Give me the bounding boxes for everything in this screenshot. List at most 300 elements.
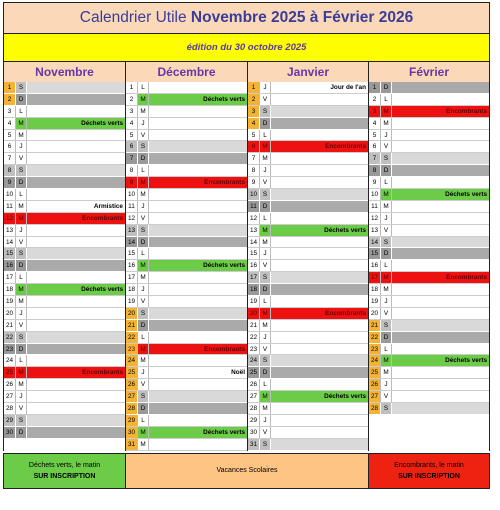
day-event: [26, 379, 125, 390]
weekday-letter: J: [137, 284, 148, 295]
day-number: 17: [5, 274, 14, 282]
day-row: [4, 355, 125, 367]
weekday-letter: M: [137, 106, 148, 117]
day-number: 1: [369, 82, 380, 93]
day-number: 10: [5, 191, 14, 199]
day-event: [270, 296, 368, 307]
day-number: 8: [369, 165, 380, 176]
day-event: Encombrants: [270, 308, 368, 319]
weekday-letter: V: [380, 391, 391, 402]
day-event: [270, 153, 368, 164]
weekday-letter: V: [259, 344, 270, 355]
weekday-letter: L: [137, 332, 148, 343]
weekday-letter: L: [137, 82, 148, 93]
day-event: [26, 130, 125, 141]
weekday-letter: M: [137, 439, 148, 450]
day-number: 13: [370, 226, 379, 234]
weekday-letter: M: [15, 379, 26, 390]
day-number: 29: [249, 416, 258, 424]
day-number: 18: [5, 286, 14, 294]
day-event: [270, 344, 368, 355]
day-row: [248, 213, 368, 225]
day-event: [391, 284, 489, 295]
day-row: [369, 237, 489, 249]
weekday-letter: S: [259, 189, 270, 200]
weekday-letter: L: [137, 415, 148, 426]
weekday-letter: L: [259, 379, 270, 390]
day-number: 19: [249, 298, 258, 306]
weekday-letter: L: [259, 213, 270, 224]
weekday-letter: M: [380, 118, 391, 129]
day-event: [270, 165, 368, 176]
weekday-letter: L: [15, 355, 26, 366]
day-event: [26, 415, 125, 426]
day-event: [26, 165, 125, 176]
weekday-letter: V: [137, 296, 148, 307]
day-number: 20: [370, 309, 379, 317]
day-row: [126, 379, 247, 391]
day-event: [148, 284, 247, 295]
day-event: [391, 177, 489, 188]
month-header-novembre: Novembre: [4, 62, 126, 82]
day-number: 5: [372, 131, 377, 139]
day-row: [248, 94, 368, 106]
weekday-letter: D: [259, 284, 270, 295]
day-row: [126, 118, 247, 130]
day-number: 27: [5, 393, 14, 401]
day-row: [369, 130, 489, 142]
day-event: [270, 248, 368, 259]
weekday-letter: S: [15, 165, 26, 176]
weekday-letter: V: [137, 130, 148, 141]
weekday-letter: S: [380, 403, 391, 414]
day-event: [26, 260, 125, 271]
weekday-letter: V: [259, 260, 270, 271]
day-number: 31: [127, 440, 136, 448]
day-event: [148, 225, 247, 236]
day-number: 13: [249, 226, 258, 234]
day-row: [369, 189, 489, 201]
day-number: 30: [127, 428, 136, 436]
day-number: 17: [249, 274, 258, 282]
day-row: [126, 153, 247, 165]
day-event: Déchets verts: [270, 225, 368, 236]
day-row: [369, 367, 489, 379]
day-row: [248, 106, 368, 118]
day-row: [4, 225, 125, 237]
day-row: [248, 260, 368, 272]
weekday-letter: M: [259, 403, 270, 414]
weekday-letter: S: [259, 106, 270, 117]
day-event: [270, 177, 368, 188]
day-row: [248, 344, 368, 356]
day-row: [369, 391, 489, 403]
weekday-letter: L: [15, 189, 26, 200]
weekday-letter: V: [15, 403, 26, 414]
day-row: [126, 367, 247, 379]
day-row: [126, 260, 247, 272]
weekday-letter: M: [259, 308, 270, 319]
day-row: [369, 213, 489, 225]
day-number: 4: [372, 119, 377, 127]
day-number: 19: [5, 298, 14, 306]
day-event: [148, 355, 247, 366]
weekday-letter: D: [259, 201, 270, 212]
weekday-letter: J: [15, 391, 26, 402]
weekday-letter: M: [137, 344, 148, 355]
weekday-letter: M: [15, 284, 26, 295]
weekday-letter: L: [15, 272, 26, 283]
day-event: [148, 439, 247, 450]
weekday-letter: M: [259, 391, 270, 402]
month-column: [369, 82, 489, 451]
weekday-letter: S: [15, 82, 26, 93]
day-event: [26, 391, 125, 402]
day-row: [248, 201, 368, 213]
day-number: 30: [5, 428, 14, 436]
day-row: [126, 332, 247, 344]
day-row: [4, 296, 125, 308]
day-event: [391, 260, 489, 271]
day-number: 7: [7, 155, 12, 163]
weekday-letter: V: [137, 379, 148, 390]
day-event: Déchets verts: [26, 118, 125, 129]
day-row: [126, 320, 247, 332]
weekday-letter: J: [380, 130, 391, 141]
day-number: 13: [5, 226, 14, 234]
day-row: [4, 344, 125, 356]
day-number: 16: [249, 262, 258, 270]
day-event: Encombrants: [26, 213, 125, 224]
day-event: [26, 320, 125, 331]
day-number: 23: [249, 345, 258, 353]
day-event: [270, 106, 368, 117]
day-number: 28: [5, 405, 14, 413]
legend-encombrants: Encombrants, le matin SUR INSCRIPTION: [369, 454, 489, 488]
weekday-letter: L: [137, 165, 148, 176]
weekday-letter: M: [15, 130, 26, 141]
day-row: [126, 189, 247, 201]
weekday-letter: M: [380, 284, 391, 295]
day-event: Déchets verts: [148, 427, 247, 438]
day-number: 3: [248, 106, 259, 117]
day-event: [391, 118, 489, 129]
weekday-letter: D: [137, 153, 148, 164]
day-row: [369, 332, 489, 344]
day-row: [4, 284, 125, 296]
day-event: Encombrants: [148, 344, 247, 355]
day-row: [248, 415, 368, 427]
day-number: 10: [249, 191, 258, 199]
month-column: [4, 82, 126, 451]
day-event: [26, 344, 125, 355]
day-number: 26: [5, 381, 14, 389]
day-event: Encombrants: [148, 177, 247, 188]
weekday-letter: J: [259, 415, 270, 426]
weekday-letter: D: [380, 332, 391, 343]
day-number: 28: [127, 405, 136, 413]
day-row: [126, 237, 247, 249]
day-number: 11: [248, 201, 259, 212]
legend-dechets-verts: Déchets verts, le matin SUR INSCRIPTION: [4, 454, 126, 488]
day-row: [126, 106, 247, 118]
day-event: Jour de l'an: [270, 82, 368, 93]
weekday-letter: S: [259, 355, 270, 366]
day-row: [248, 427, 368, 439]
day-number: 5: [129, 131, 134, 139]
day-number: 1: [248, 82, 259, 93]
day-event: [26, 189, 125, 200]
day-number: 20: [127, 309, 136, 317]
day-event: [391, 344, 489, 355]
weekday-letter: S: [137, 308, 148, 319]
month-header-fevrier: Février: [369, 62, 489, 82]
day-event: [26, 82, 125, 93]
day-event: [148, 118, 247, 129]
day-event: [26, 153, 125, 164]
day-row: [4, 82, 125, 94]
day-number: 27: [370, 393, 379, 401]
day-row: [126, 130, 247, 142]
day-row: [248, 391, 368, 403]
day-number: 14: [5, 238, 14, 246]
day-row: [4, 427, 125, 439]
day-row: [4, 260, 125, 272]
day-row: [248, 118, 368, 130]
weekday-letter: M: [259, 225, 270, 236]
day-row: [126, 213, 247, 225]
month-headers: [3, 62, 490, 82]
weekday-letter: M: [137, 272, 148, 283]
day-event: [391, 367, 489, 378]
day-event: Déchets verts: [391, 355, 489, 366]
day-event: [26, 272, 125, 283]
day-number: 18: [249, 286, 258, 294]
day-event: [270, 130, 368, 141]
day-row: [369, 82, 489, 94]
day-row: [248, 296, 368, 308]
day-row: [126, 391, 247, 403]
day-row: [369, 94, 489, 106]
day-number: 24: [370, 357, 379, 365]
weekday-letter: M: [15, 367, 26, 378]
day-number: 4: [248, 118, 259, 129]
day-event: [270, 118, 368, 129]
weekday-letter: D: [15, 94, 26, 105]
weekday-letter: L: [380, 260, 391, 271]
day-number: 16: [127, 262, 136, 270]
day-number: 14: [127, 238, 136, 246]
day-row: [4, 94, 125, 106]
day-row: [126, 415, 247, 427]
day-event: Encombrants: [270, 141, 368, 152]
day-row: [248, 284, 368, 296]
day-number: 24: [127, 357, 136, 365]
page-title: Calendrier Utile Novembre 2025 à Février 2026: [3, 2, 490, 34]
day-number: 12: [5, 214, 14, 222]
weekday-letter: S: [137, 141, 148, 152]
day-event: [148, 248, 247, 259]
day-row: [369, 165, 489, 177]
day-event: [148, 308, 247, 319]
day-event: Encombrants: [26, 367, 125, 378]
weekday-letter: D: [137, 237, 148, 248]
day-number: 19: [127, 298, 136, 306]
weekday-letter: M: [259, 153, 270, 164]
day-number: 26: [127, 381, 136, 389]
day-number: 27: [127, 393, 136, 401]
day-row: [4, 130, 125, 142]
weekday-letter: J: [137, 118, 148, 129]
month-column: [126, 82, 248, 451]
day-row: [126, 308, 247, 320]
day-event: Déchets verts: [270, 391, 368, 402]
day-number: 16: [370, 262, 379, 270]
day-row: [248, 189, 368, 201]
day-row: [126, 141, 247, 153]
day-number: 6: [248, 141, 259, 152]
day-event: [391, 130, 489, 141]
day-event: [148, 82, 247, 93]
day-event: Déchets verts: [26, 284, 125, 295]
day-number: 2: [248, 94, 259, 105]
weekday-letter: M: [137, 94, 148, 105]
day-row: [4, 308, 125, 320]
day-number: 25: [249, 369, 258, 377]
day-event: [270, 427, 368, 438]
day-row: [4, 118, 125, 130]
day-number: 12: [127, 214, 136, 222]
day-row: [248, 141, 368, 153]
day-event: [148, 141, 247, 152]
day-event: [26, 308, 125, 319]
day-row: [126, 82, 247, 94]
weekday-letter: V: [380, 141, 391, 152]
weekday-letter: D: [15, 344, 26, 355]
day-number: 12: [249, 214, 258, 222]
weekday-letter: L: [15, 106, 26, 117]
weekday-letter: L: [259, 130, 270, 141]
day-number: 11: [6, 202, 13, 210]
weekday-letter: M: [380, 106, 391, 117]
day-number: 20: [249, 309, 258, 317]
weekday-letter: V: [259, 177, 270, 188]
day-event: Déchets verts: [148, 260, 247, 271]
day-row: [126, 201, 247, 213]
day-number: 4: [129, 119, 134, 127]
day-event: Armistice: [26, 201, 125, 212]
day-row: [248, 439, 368, 451]
day-event: [391, 296, 489, 307]
day-event: Noël: [148, 367, 247, 378]
day-row: [126, 225, 247, 237]
day-number: 29: [127, 416, 136, 424]
day-event: [270, 237, 368, 248]
weekday-letter: D: [380, 82, 391, 93]
day-number: 5: [7, 131, 12, 139]
day-event: [148, 379, 247, 390]
day-number: 4: [7, 119, 12, 127]
weekday-letter: L: [259, 296, 270, 307]
day-number: 19: [370, 298, 379, 306]
legend: [3, 453, 490, 489]
legend-vacances: Vacances Scolaires: [126, 454, 369, 488]
day-row: [4, 141, 125, 153]
day-event: [391, 225, 489, 236]
day-row: [248, 248, 368, 260]
day-row: [4, 320, 125, 332]
day-event: [391, 308, 489, 319]
weekday-letter: D: [137, 320, 148, 331]
day-event: [148, 403, 247, 414]
day-number: 23: [370, 345, 379, 353]
day-number: 16: [5, 262, 14, 270]
day-row: [126, 344, 247, 356]
weekday-letter: M: [15, 296, 26, 307]
day-row: [126, 94, 247, 106]
day-number: 15: [5, 250, 14, 258]
day-row: [369, 355, 489, 367]
weekday-letter: J: [259, 82, 270, 93]
day-event: [391, 379, 489, 390]
day-row: [126, 296, 247, 308]
day-number: 24: [5, 357, 14, 365]
day-row: [4, 391, 125, 403]
weekday-letter: J: [15, 308, 26, 319]
day-number: 26: [370, 381, 379, 389]
day-event: [26, 237, 125, 248]
day-event: [148, 415, 247, 426]
day-number: 31: [249, 440, 258, 448]
day-row: [248, 225, 368, 237]
day-event: [148, 237, 247, 248]
day-row: [248, 379, 368, 391]
day-number: 27: [249, 393, 258, 401]
day-number: 25: [5, 369, 14, 377]
day-event: [270, 415, 368, 426]
day-event: [148, 189, 247, 200]
weekday-letter: V: [137, 213, 148, 224]
weekday-letter: M: [380, 201, 391, 212]
day-number: 6: [126, 141, 137, 152]
day-event: [391, 332, 489, 343]
day-number: 14: [370, 238, 379, 246]
day-row: [4, 332, 125, 344]
day-event: [26, 427, 125, 438]
weekday-letter: V: [259, 94, 270, 105]
day-event: [148, 153, 247, 164]
day-event: [391, 141, 489, 152]
day-number: 7: [369, 153, 380, 164]
day-row: [4, 201, 125, 213]
day-row: [4, 379, 125, 391]
day-row: [248, 82, 368, 94]
day-event: [26, 403, 125, 414]
day-number: 25: [370, 369, 379, 377]
day-number: 3: [7, 107, 12, 115]
day-number: 21: [249, 321, 258, 329]
weekday-letter: D: [15, 177, 26, 188]
weekday-letter: L: [380, 177, 391, 188]
day-number: 22: [370, 333, 379, 341]
day-event: [391, 165, 489, 176]
day-number: 24: [249, 357, 258, 365]
weekday-letter: D: [137, 403, 148, 414]
day-event: [26, 225, 125, 236]
day-number: 7: [126, 153, 137, 164]
day-event: [270, 367, 368, 378]
day-row: [4, 415, 125, 427]
